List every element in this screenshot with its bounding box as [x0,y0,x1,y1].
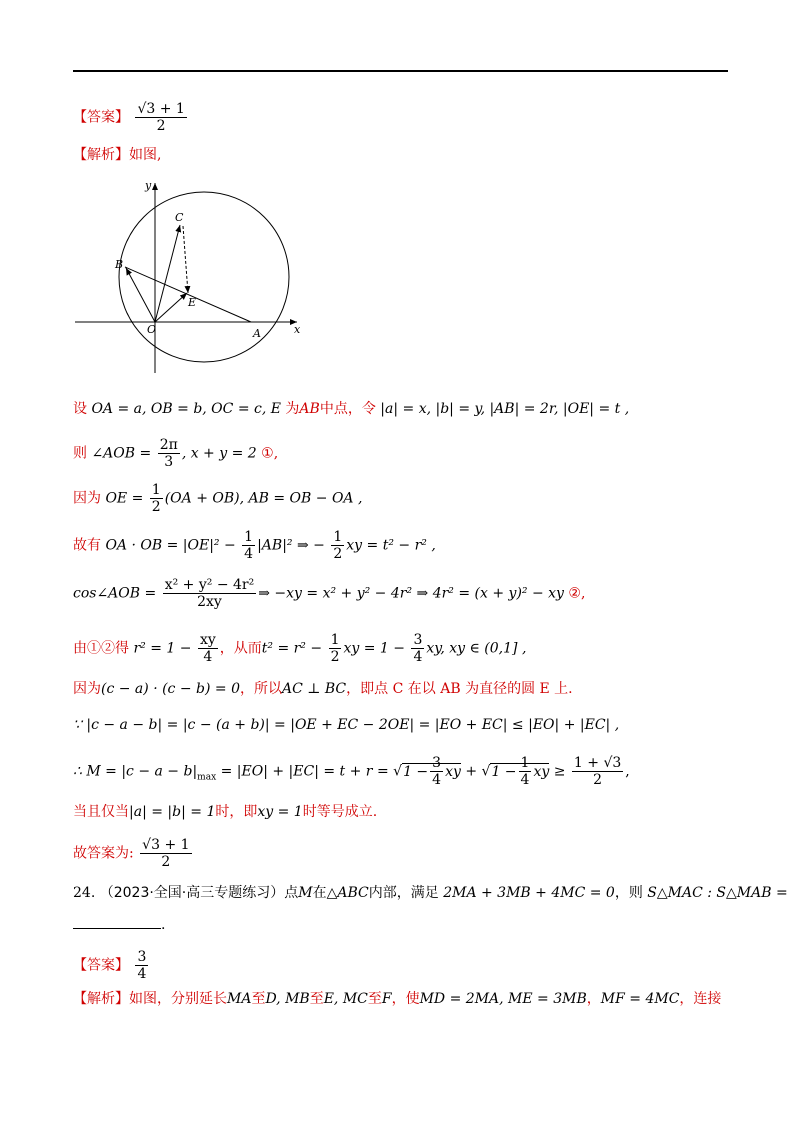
s3-frac [150,483,163,514]
s2-circ: ①, [261,445,279,462]
s4-num2: 1 [333,529,343,545]
s3-num: 1 [151,482,161,498]
s3-math1: OE = [105,490,144,507]
step-3 [73,483,362,514]
q24-a-m1: MA [227,991,252,1007]
q24-text3: 内部，满足 [368,885,439,901]
s2-den: 3 [164,454,174,470]
s2-prefix: 则 [73,445,87,462]
s9-sq2-den: 4 [520,772,530,788]
circle [119,192,289,362]
s5-math1: cos∠AOB = [73,585,157,602]
answer-label: 【答案】 [73,109,129,126]
step-2 [73,438,278,469]
s10-mid: 时，即 [215,804,258,820]
s6-num3: 3 [413,632,423,648]
s9-tail: , [625,763,630,780]
s9-res-den: 2 [593,772,603,788]
s4-prefix: 故有 [73,537,101,554]
q24-analysis-line [73,992,721,1006]
s4-num: 1 [244,529,254,545]
s6-math4: xy, xy ∈ (0,1] , [426,640,527,657]
s3-prefix: 因为 [73,490,101,507]
s6-den3: 4 [413,649,423,665]
s4-math1: OA · OB = |OE|² − [105,537,236,554]
s3-den: 2 [151,499,161,515]
q24-number: 24. [73,885,96,901]
s9-sq1-frac [430,756,443,787]
s9-math1: ∴ M = |c − a − b| [73,763,198,780]
q24-blank-line [73,918,165,932]
s9-sq1-post: xy [445,763,461,780]
label-y: y [145,179,152,192]
s6-num: xy [199,632,216,648]
q24-a-m2: D, MB [265,991,310,1007]
circle-vector-figure [73,175,308,375]
vector-OC [155,225,180,322]
s4-den2: 2 [333,546,343,562]
s11-prefix: 故答案为: [73,845,134,862]
vector-OE [155,293,187,322]
s7-prefix: 因为 [73,681,101,697]
s6-math2: t² = r² − [261,640,323,657]
s10-math2: xy = 1 [257,804,303,820]
s6-num2: 1 [330,632,340,648]
step-7 [73,682,573,696]
s9-sub: max [197,772,217,783]
s7-math: (c − a) · (c − b) = 0 [101,681,240,697]
s9-sqrt2: √1 − $\frac{1}{4}$ xy [481,755,550,788]
s5-math2: ⇒ −xy = x² + y² − 4r² ⇒ 4r² = (x + y)² − xy [258,585,564,602]
q23-analysis-line [73,148,161,162]
s9-sq2-num: 1 [520,755,530,771]
q24-question [73,886,788,900]
s7-mid: ，所以 [240,681,282,697]
q24-analysis-label: 【解析】 [73,991,129,1007]
s4-math2: |AB|² ⇒ − [257,537,325,554]
s6-den: 4 [203,649,213,665]
s6-den2: 2 [330,649,340,665]
q23-answer-den: 2 [156,118,166,134]
q24-a-m3: E, MC [323,991,368,1007]
q23-answer-num: √3 + 1 [137,101,185,117]
q24-end: . [161,917,166,933]
q24-a-t1: 如图，分别延长 [129,991,227,1007]
s1-mid: 为 [285,401,300,417]
q24-a-m6: MF = 4MC [600,991,680,1007]
q24-text2: 在△ [312,885,338,901]
s9-sq2-pre: 1 − [491,763,517,780]
q24-answer-den: 4 [137,966,147,982]
s9-sq1-num: 3 [432,755,442,771]
step-11 [73,838,194,869]
q24-a-t7: ，连接 [679,991,722,1007]
q24-text4: ，则 [614,885,643,901]
q24-ratio: S△MAC : S△MAB = [647,885,788,901]
step-4 [73,530,436,561]
s2-frac [158,438,180,469]
s5-num: x² + y² − 4r² [164,577,255,593]
q24-m: M [298,885,313,901]
s7-tail: ，即点 C 在以 AB 为直径的圆 E 上. [346,681,573,697]
s9-sqrt1: √1 − $\frac{3}{4}$ xy [393,755,461,788]
s1-mid2: 中点，令 [319,401,376,417]
step-6 [73,633,526,664]
s10-prefix: 当且仅当 [73,804,129,820]
q24-a-m4: F [381,991,392,1007]
step-5 [73,578,585,609]
q24-answer-frac [135,950,148,981]
answer-blank [73,918,161,929]
s6-mid: ，从而 [219,640,262,657]
s9-sq1-den: 4 [432,772,442,788]
s4-frac1 [242,530,255,561]
label-A: A [253,327,261,340]
q24-a-t2: 至 [251,991,266,1007]
q23-answer-frac [135,102,186,133]
q24-source: （2023·全国·高三专题练习） [99,885,285,901]
s3-math2: (OA + OB), AB = OB − OA , [164,490,363,507]
s9-sq2-frac [519,756,532,787]
s10-tail: 时等号成立. [302,804,378,820]
q24-a-m5: MD = 2MA, ME = 3MB [419,991,587,1007]
label-B: B [115,258,124,271]
step-9 [73,756,630,787]
s6-frac2 [329,633,342,664]
s9-sq1-pre: 1 − [403,763,429,780]
label-O: O [147,323,157,336]
s6-math3: xy = 1 − [343,640,406,657]
s5-circ: ②, [568,585,586,602]
s11-frac [140,838,191,869]
q24-a-t6: ， [586,991,601,1007]
label-C: C [175,211,184,224]
q24-answer-line [73,950,150,981]
s6-prefix: 由①②得 [73,640,129,657]
s1-prefix: 设 [73,401,87,417]
q24-condition: 2MA + 3MB + 4MC = 0 [443,885,615,901]
s5-den: 2xy [197,594,222,610]
s8-math: ∵ |c − a − b| = |c − (a + b)| = |OE + EC − 2OE| = |EO + EC| ≤ |EO| + |EC| , [73,717,620,733]
s2-num: 2π [159,437,178,453]
header-rule [73,70,728,72]
label-E: E [188,296,197,309]
s1-math2: |a| = x, |b| = y, |AB| = 2r, |OE| = t , [380,401,630,417]
analysis-label: 【解析】 [73,147,129,163]
s9-plus: + [465,763,478,780]
s11-num: √3 + 1 [142,837,190,853]
s11-den: 2 [161,854,171,870]
q24-a-t4: 至 [367,991,382,1007]
step-8 [73,718,619,732]
s9-ge: ≥ [553,763,566,780]
label-x: x [294,323,301,336]
s7-math2: AC ⊥ BC [282,681,347,697]
s4-math3: xy = t² − r² , [346,537,436,554]
segment-BA [125,267,251,322]
q24-answer-label: 【答案】 [73,957,129,974]
vector-OB [126,268,155,322]
q24-a-t5: ，使 [391,991,420,1007]
s1-ab: AB [299,401,320,417]
s6-frac1 [198,633,218,664]
q24-abc: ABC [337,885,369,901]
s9-res-num: 1 + √3 [573,755,622,771]
s10-math: |a| = |b| = 1 [129,804,216,820]
s4-den: 4 [244,546,254,562]
q24-a-t3: 至 [309,991,324,1007]
step-1 [73,402,629,416]
s9-sq2-post: xy [533,763,550,780]
step-10 [73,805,377,819]
s1-math: OA = a, OB = b, OC = c, E [91,401,281,417]
q24-text1: 点 [284,885,299,901]
s2-tail: , x + y = 2 [181,445,257,462]
q24-answer-num: 3 [137,949,147,965]
s6-math1: r² = 1 − [133,640,192,657]
q23-answer-line [73,102,189,133]
segment-CE [183,226,188,293]
s9-res-frac [572,756,623,787]
s9-math2: = |EO| + |EC| = t + r = [220,763,389,780]
s5-frac [163,578,257,609]
analysis-intro: 如图, [129,147,162,163]
s2-math: ∠AOB = [91,445,152,462]
s6-frac3 [411,633,424,664]
s4-frac2 [331,530,344,561]
